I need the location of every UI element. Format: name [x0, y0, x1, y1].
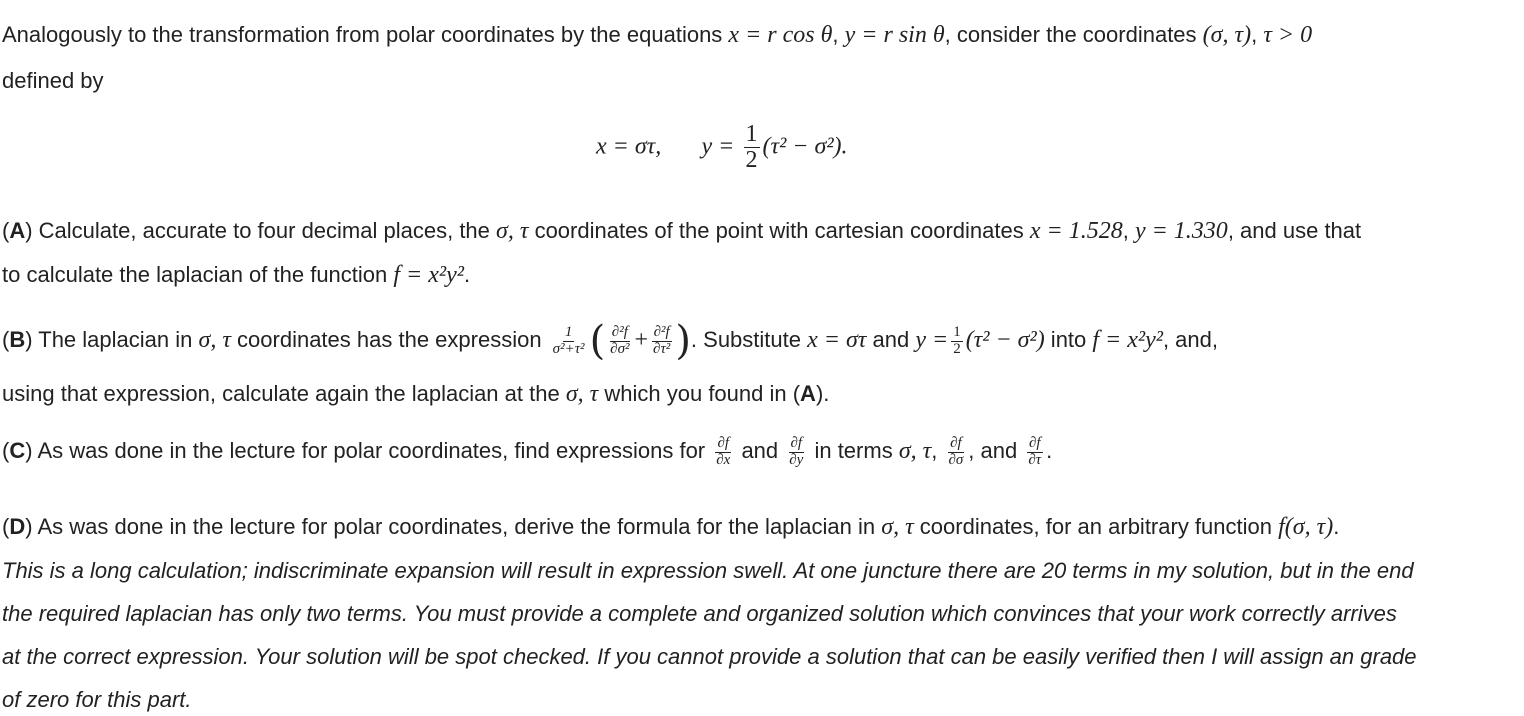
part-b-text: coordinates has the expression [230, 326, 548, 352]
intro-text: Analogously to the transformation from polar coordinates by the equations [2, 22, 729, 47]
sigma-tau: σ, τ [898, 438, 932, 465]
part-b-label: B [9, 326, 26, 352]
part-b-text: . Substitute [690, 326, 808, 352]
laplacian-prefactor [551, 325, 587, 358]
part-d-text: coordinates, for an arbitrary function [913, 514, 1279, 539]
part-c-label: C [9, 438, 26, 464]
part-c-text: in terms [808, 438, 899, 464]
x-value: x = 1.528 [1029, 218, 1123, 244]
part-b-text: , and, [1162, 326, 1218, 352]
plus-sign: + [634, 326, 649, 353]
part-a-text: , and use that [1227, 218, 1362, 243]
definition-equation [596, 122, 848, 173]
part-b-text: which you found in ( [598, 381, 801, 406]
part-c-text: , and [968, 438, 1024, 464]
part-d-italic-line: This is a long calculation; indiscriminate expansion will result in expression swell. At one juncture there are 20 terms in my solution, but in the end [2, 558, 1414, 583]
fraction-denominator: ∂y [789, 451, 804, 468]
part-b-line-2 [2, 381, 829, 408]
part-a-text: to calculate the laplacian of the function [2, 262, 394, 287]
fraction-denominator: ∂τ [1028, 451, 1042, 468]
half-fraction [744, 122, 760, 173]
part-b-line-1: (B) The laplacian in σ, τ coordinates has the expression $\frac{1}{\text{σ²+τ²}}$ ( $\frac{\text{∂²f}}{\text{∂σ²}}$ + $\frac{\text{∂²f}}{\text{∂τ²}}$ ). Substitute x = στ and y = $\frac{1}{2}$ (τ² − σ²) into f = x²y², and, [2, 318, 1218, 364]
fraction-numerator: 1 [745, 121, 758, 147]
part-c-text: As was done in the lecture for polar coordinates, find expressions for [32, 438, 712, 464]
coordinates-pair: (σ, τ) [1202, 22, 1252, 48]
separator: , [1251, 22, 1264, 47]
part-a-label: A [9, 218, 26, 243]
part-a-text: Calculate, accurate to four decimal places, the [32, 218, 497, 243]
part-d-text: As was done in the lecture for polar coordinates, derive the formula for the laplacian in [32, 514, 882, 539]
polar-x-equation: x = r cos θ [728, 22, 833, 48]
fraction-denominator: 2 [745, 147, 758, 174]
sigma-tau: σ, τ [881, 514, 914, 540]
part-d-line-1: (D) As was done in the lecture for polar coordinates, derive the formula for the laplacian in σ, τ coordinates, for an arbitrary function f(σ, τ). [2, 514, 1340, 540]
fraction-denominator: ∂τ² [653, 340, 671, 357]
fraction-numerator: ∂f [790, 435, 803, 451]
intro-text: defined by [2, 68, 104, 93]
fraction-numerator: 1 [564, 323, 573, 340]
intro-text: , consider the coordinates [944, 22, 1203, 47]
df-dy [787, 436, 805, 469]
tau-condition: τ > 0 [1263, 22, 1313, 48]
part-d-label: D [9, 514, 26, 539]
polar-y-equation: y = r sin θ [844, 22, 945, 48]
function-f: f = x²y² [393, 262, 464, 288]
y-definition-rhs: (τ² − σ²). [762, 133, 848, 160]
part-b-text: The laplacian in [32, 326, 199, 352]
df-dtau [1026, 436, 1043, 469]
fraction-denominator: ∂σ² [610, 340, 630, 357]
separator: , [832, 22, 845, 47]
part-c-line: (C) As was done in the lecture for polar coordinates, find expressions for $\frac{\partial f}{\partial x}$ and $\frac{\partial f}{\partial y}$ in terms σ, τ, $\frac{\partial f}{\partial\sigma}$ , and $\frac{\partial f}{\partial\tau}$ . [2, 435, 1053, 468]
sigma-tau: σ, τ [496, 218, 529, 244]
y-value: y = 1.330 [1134, 218, 1228, 244]
punctuation: . [1046, 438, 1053, 464]
part-a-line-1: (A) Calculate, accurate to four decimal places, the σ, τ coordinates of the point with cartesian coordinates x = 1.528, y = 1.330, and use that [2, 218, 1362, 244]
part-d-italic-line: of zero for this part. [2, 687, 192, 712]
fraction-denominator: 2 [953, 340, 961, 357]
intro-line-1 [2, 22, 1312, 49]
part-c-text: and [735, 438, 785, 464]
part-a-line-2 [2, 262, 470, 289]
df-dx [714, 436, 732, 469]
y-definition-lhs: y = [701, 133, 735, 160]
part-d-italic-line: at the correct expression. Your solution will be spot checked. If you cannot provide a solution that can be easily verified then I will assign an grade [2, 644, 1417, 669]
function-f: f = x²y² [1092, 326, 1163, 353]
separator: , [931, 438, 944, 464]
part-b-text: into [1044, 326, 1093, 352]
part-a-text: coordinates of the point with cartesian coordinates [528, 218, 1030, 243]
fraction-denominator: ∂σ [948, 451, 964, 468]
d2f-dtau2 [651, 325, 672, 358]
df-dsigma [946, 436, 965, 469]
open-paren: ( [589, 318, 606, 364]
fraction-numerator: ∂²f [611, 323, 628, 340]
part-d-italic-line: the required laplacian has only two terms. You must provide a complete and organized solution which convinces that your work correctly arrives [2, 601, 1397, 626]
punctuation: . [1333, 514, 1340, 539]
fraction-numerator: ∂²f [653, 323, 670, 340]
d2f-dsigma2 [608, 325, 631, 358]
separator: , [1122, 218, 1135, 243]
punctuation: . [463, 262, 471, 287]
part-b-text: using that expression, calculate again the laplacian at the [2, 381, 566, 406]
function-f-sigma-tau: f(σ, τ) [1278, 514, 1334, 540]
half-fraction [951, 325, 963, 358]
substitute-x: x = στ [807, 326, 867, 353]
intro-line-2 [2, 68, 104, 94]
fraction-denominator: ∂x [716, 451, 731, 468]
sigma-tau: σ, τ [565, 381, 599, 407]
substitute-y-lhs: y = [915, 326, 949, 353]
part-b-text: and [866, 326, 916, 352]
x-definition: x = στ, [596, 133, 662, 160]
close-paren: ) [675, 318, 691, 364]
fraction-denominator: σ²+τ² [552, 340, 585, 357]
fraction-numerator: ∂f [717, 435, 730, 451]
part-b-text: ). [815, 381, 830, 406]
substitute-y-rhs: (τ² − σ²) [965, 326, 1045, 353]
sigma-tau: σ, τ [198, 326, 231, 353]
fraction-numerator: ∂f [950, 435, 962, 451]
fraction-numerator: 1 [953, 323, 961, 340]
part-a-reference: A [800, 381, 816, 406]
fraction-numerator: ∂f [1028, 435, 1041, 451]
